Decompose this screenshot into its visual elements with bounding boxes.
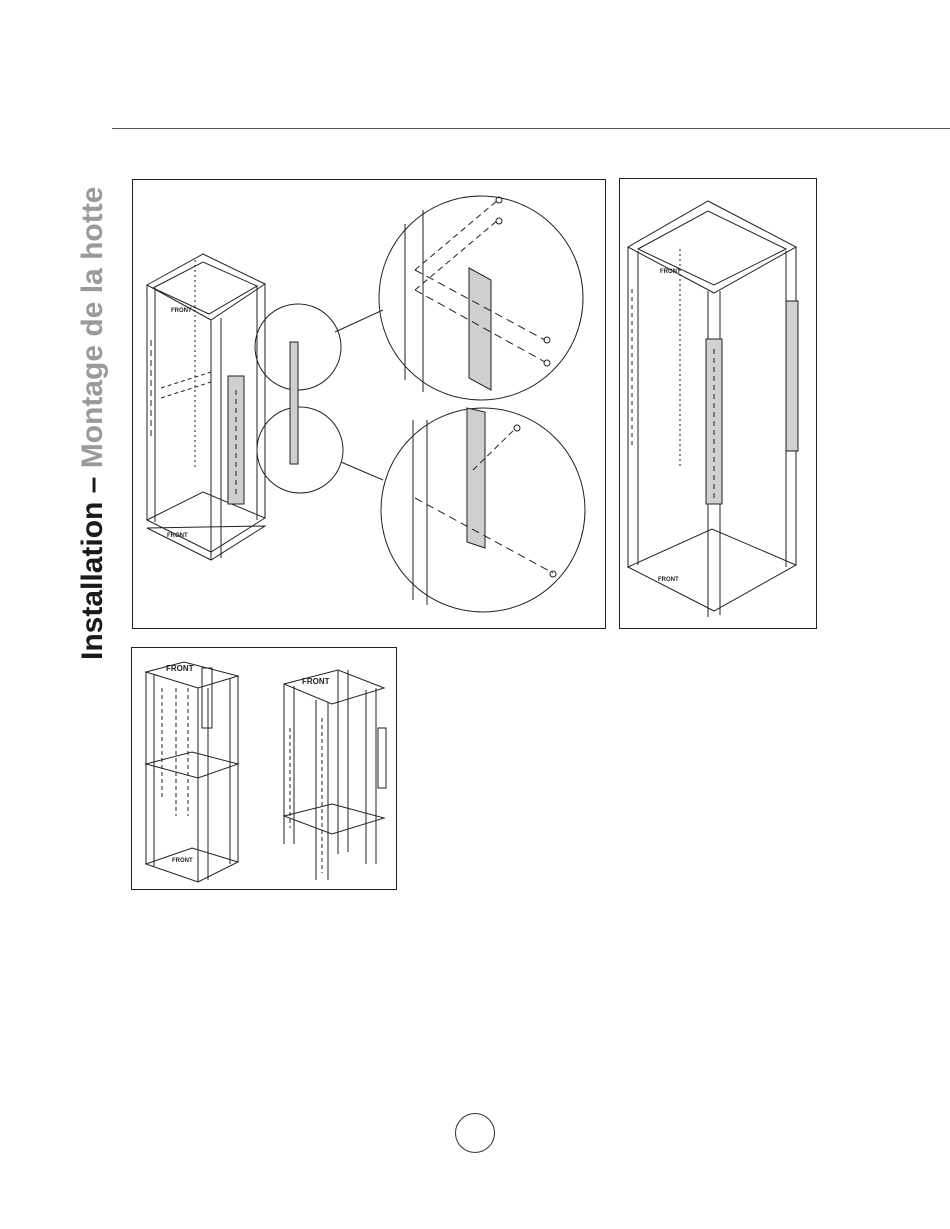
frame-label-top: FRONT: [171, 308, 192, 314]
frame-variants-illustration: [132, 648, 395, 888]
section-title-accent: Montage de la hotte: [76, 186, 109, 469]
frame-completed-illustration: [620, 179, 815, 627]
figure-frame-assembly-detail: [132, 179, 606, 629]
frame-assembly-illustration: [133, 180, 604, 627]
figure-frame-completed: [619, 178, 817, 629]
page-number-circle: [455, 1113, 495, 1153]
frame-label-bottom: FRONT: [658, 577, 679, 583]
frame-label-left-bottom: FRONT: [172, 858, 193, 864]
frame-label-bottom: FRONT: [167, 533, 188, 539]
frame-label-left: FRONT: [166, 664, 194, 673]
section-title-main: Installation –: [76, 468, 109, 660]
frame-label-top: FRONT: [660, 269, 681, 275]
frame-label-right: FRONT: [302, 677, 330, 686]
section-title: [76, 187, 110, 660]
figure-frame-variants: [131, 647, 397, 890]
header-rule: [112, 128, 950, 129]
